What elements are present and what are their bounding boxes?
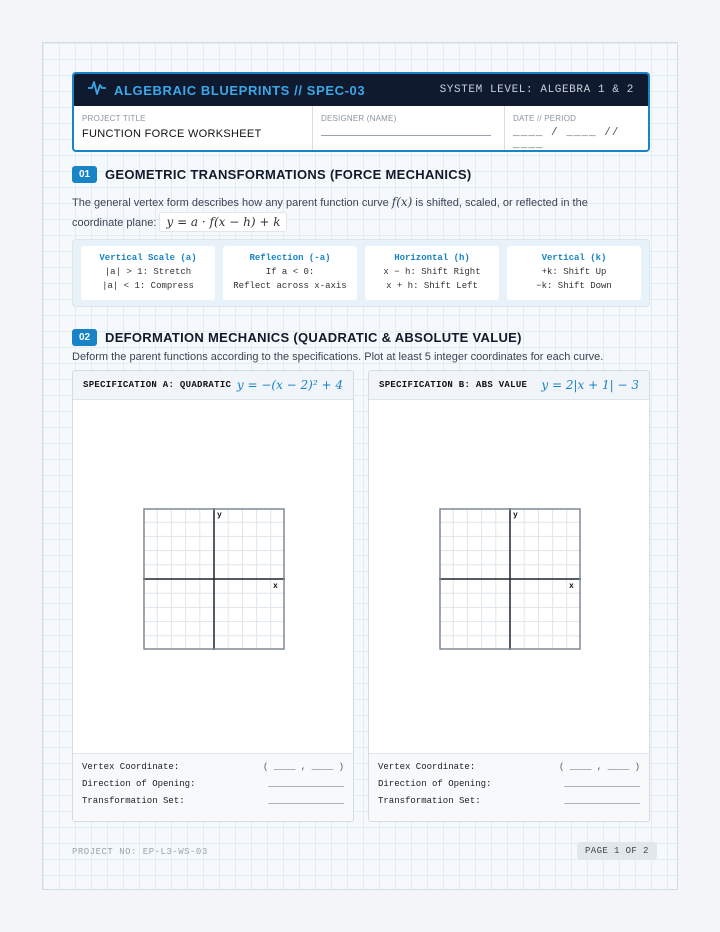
y-axis-label: y — [513, 511, 518, 520]
rule-card — [507, 246, 641, 300]
transform-blank[interactable]: ______________ — [564, 796, 640, 806]
spec-a-graph[interactable] — [143, 508, 285, 655]
designer-blank-line — [321, 135, 491, 136]
description-text-1: The general vertex form describes how any parent function curve — [72, 197, 389, 209]
project-title-label: PROJECT TITLE — [82, 114, 146, 123]
x-axis-label: x — [273, 582, 278, 591]
spec-a-answer-fields — [73, 753, 353, 821]
curve-notation: f(x) — [391, 195, 413, 209]
section-1-heading — [72, 166, 472, 183]
spec-b-equation: y = 2|x + 1| − 3 — [541, 378, 639, 392]
rule-card — [81, 246, 215, 300]
rule-line: +k: Shift Up — [541, 267, 607, 277]
section-1-badge: 01 — [72, 166, 97, 183]
spec-b-label: SPECIFICATION B: ABS VALUE — [379, 380, 528, 390]
vertex-row[interactable] — [378, 762, 640, 779]
transform-blank[interactable]: ______________ — [268, 796, 344, 806]
rule-line: x + h: Shift Left — [386, 281, 478, 291]
vertex-row[interactable] — [82, 762, 344, 779]
coordinate-grid[interactable] — [439, 508, 581, 650]
worksheet-page — [42, 42, 678, 890]
rule-line: −k: Shift Down — [536, 281, 612, 291]
worksheet-title: ALGEBRAIC BLUEPRINTS // SPEC-03 — [114, 82, 366, 98]
direction-label: Direction of Opening: — [82, 779, 196, 789]
spec-a-panel — [72, 370, 354, 822]
direction-label: Direction of Opening: — [378, 779, 492, 789]
designer-label: DESIGNER (NAME) — [321, 114, 397, 123]
rule-title: Horizontal (h) — [394, 253, 470, 263]
transform-label: Transformation Set: — [82, 796, 185, 806]
designer-field[interactable] — [313, 106, 505, 150]
section-1-title: GEOMETRIC TRANSFORMATIONS (FORCE MECHANICS) — [105, 167, 472, 182]
rule-line: |a| > 1: Stretch — [104, 267, 192, 277]
project-title-value: FUNCTION FORCE WORKSHEET — [82, 128, 262, 140]
date-blank: ____ / ____ // ____ — [513, 127, 620, 151]
description-text-2: is shifted, scaled, or reflected in the coordinate plane: — [72, 197, 588, 229]
rule-card — [365, 246, 499, 300]
rule-line: Reflect across x-axis — [233, 281, 347, 291]
spec-b-panel — [368, 370, 650, 822]
x-axis-label: x — [569, 582, 574, 591]
page-indicator: PAGE 1 OF 2 — [577, 842, 657, 860]
date-label: DATE // PERIOD — [513, 114, 577, 123]
rule-card — [223, 246, 357, 300]
transform-row[interactable] — [378, 796, 640, 813]
project-number: PROJECT NO: EP-L3-WS-03 — [72, 847, 208, 857]
vertex-blank[interactable]: ( ____ , ____ ) — [558, 762, 640, 772]
header-block — [72, 72, 650, 152]
section-2-instructions: Deform the parent functions according to the specifications. Plot at least 5 integer coordinates for each curve. — [72, 351, 604, 363]
section-2-badge: 02 — [72, 329, 97, 346]
header-fields — [74, 106, 648, 150]
rule-line: If a < 0: — [265, 267, 315, 277]
direction-row[interactable] — [378, 779, 640, 796]
rule-line: |a| < 1: Compress — [102, 281, 194, 291]
transform-label: Transformation Set: — [378, 796, 481, 806]
date-field[interactable] — [505, 106, 648, 150]
vertex-form-formula: y = a · f(x − h) + k — [159, 212, 287, 232]
spec-b-graph[interactable] — [439, 508, 581, 655]
direction-blank[interactable]: ______________ — [564, 779, 640, 789]
system-level: SYSTEM LEVEL: ALGEBRA 1 & 2 — [439, 84, 634, 96]
rule-title: Vertical Scale (a) — [99, 253, 197, 263]
spec-a-header — [73, 371, 353, 400]
transform-row[interactable] — [82, 796, 344, 813]
header-bar — [74, 74, 648, 106]
rule-title: Reflection (-a) — [249, 253, 331, 263]
section-2-heading — [72, 329, 522, 346]
section-1-description — [72, 193, 632, 232]
coordinate-grid[interactable] — [143, 508, 285, 650]
rule-title: Vertical (k) — [541, 253, 607, 263]
spec-a-label: SPECIFICATION A: QUADRATIC — [83, 380, 232, 390]
transformation-rules — [72, 239, 650, 307]
vertex-blank[interactable]: ( ____ , ____ ) — [262, 762, 344, 772]
section-2-title: DEFORMATION MECHANICS (QUADRATIC & ABSOLUTE VALUE) — [105, 330, 522, 345]
spec-b-header — [369, 371, 649, 400]
vertex-label: Vertex Coordinate: — [82, 762, 180, 772]
pulse-icon — [88, 80, 106, 101]
direction-blank[interactable]: ______________ — [268, 779, 344, 789]
spec-a-equation: y = −(x − 2)² + 4 — [236, 378, 343, 392]
direction-row[interactable] — [82, 779, 344, 796]
rule-line: x − h: Shift Right — [383, 267, 481, 277]
project-title-field — [74, 106, 313, 150]
y-axis-label: y — [217, 511, 222, 520]
spec-b-answer-fields — [369, 753, 649, 821]
vertex-label: Vertex Coordinate: — [378, 762, 476, 772]
